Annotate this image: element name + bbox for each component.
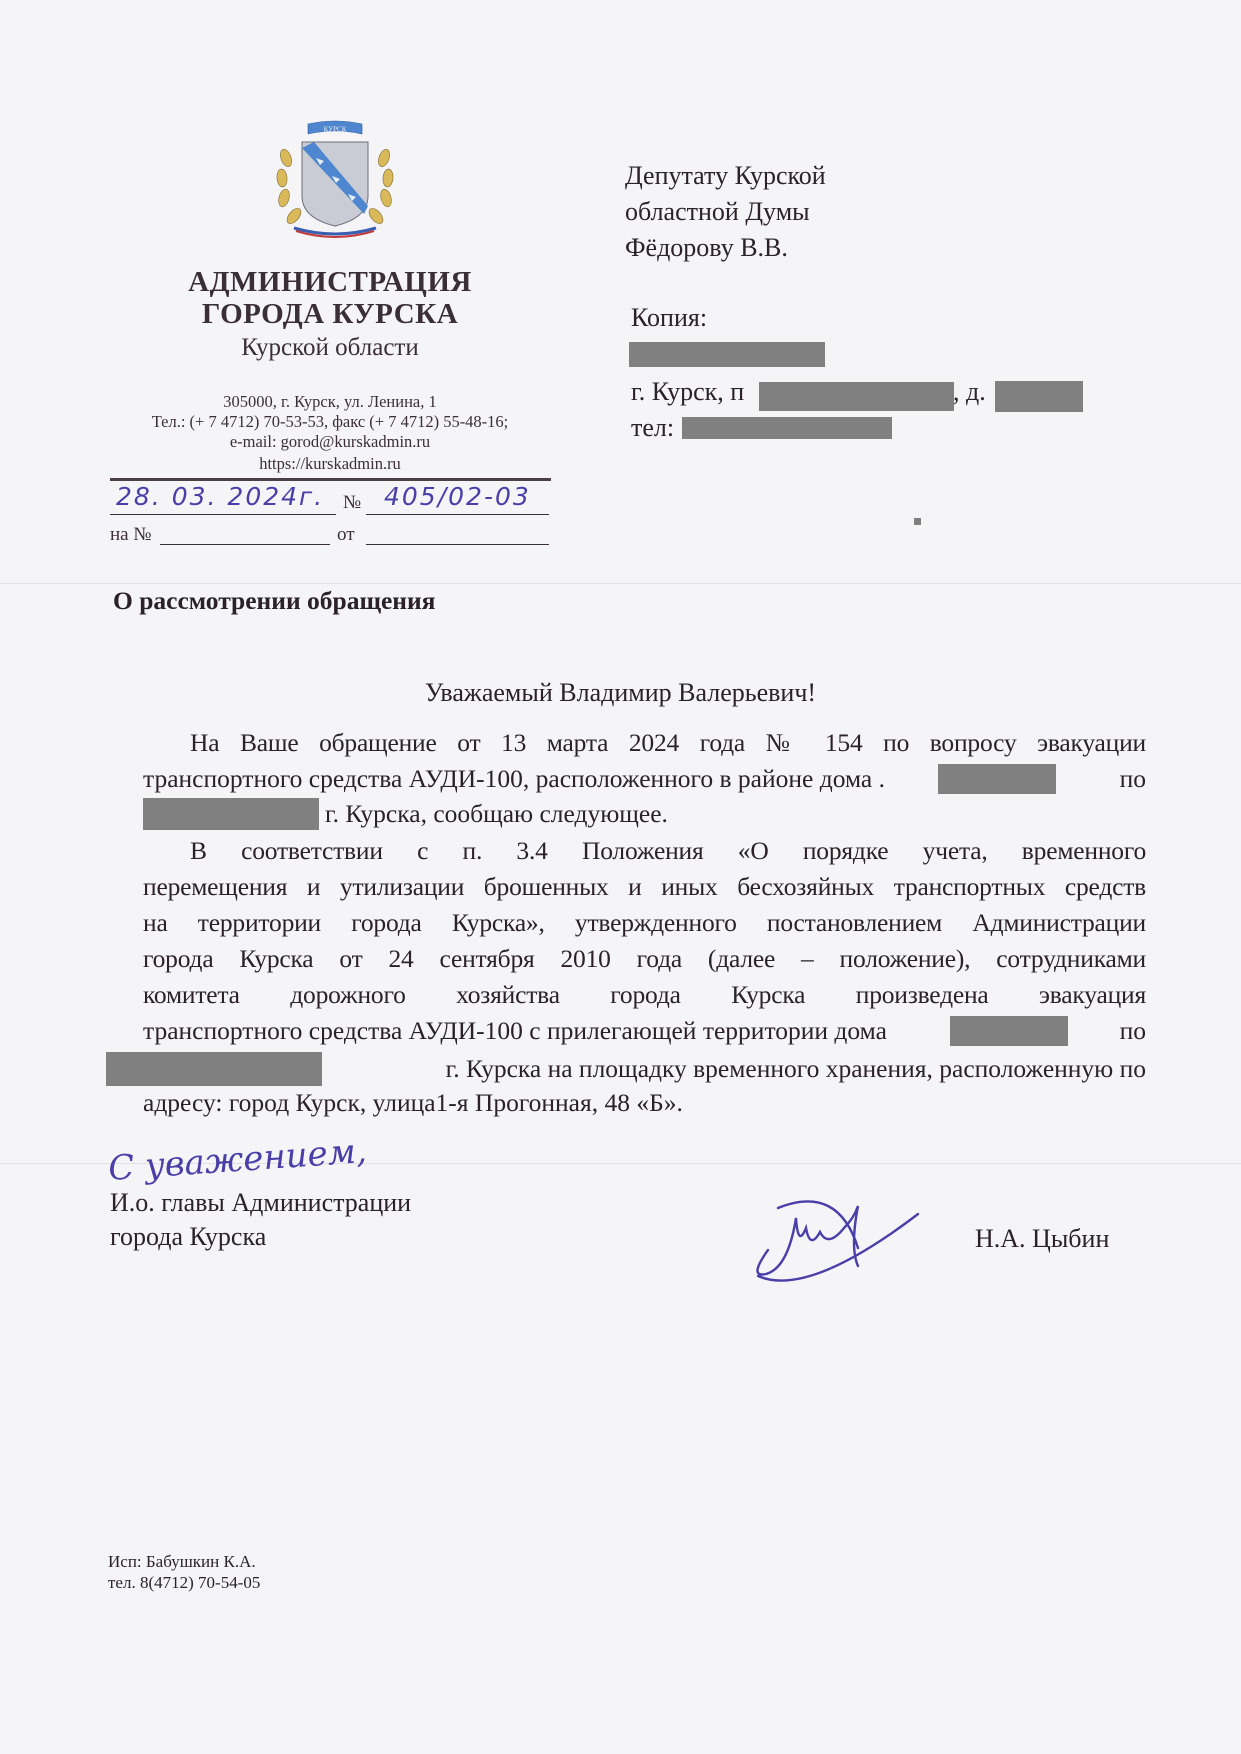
org-region: Курской области bbox=[241, 334, 419, 361]
signature-icon bbox=[748, 1188, 928, 1288]
ref-number-line bbox=[160, 544, 330, 545]
outgoing-date: 28. 03. 2024г. bbox=[116, 482, 325, 511]
letterhead-divider bbox=[110, 478, 551, 481]
body-line: На Ваше обращение от 13 марта 2024 года № 154 по вопросу эвакуации bbox=[190, 728, 1146, 757]
executor-phone: тел. 8(4712) 70-54-05 bbox=[108, 1573, 261, 1592]
handwritten-closing: С уважением, bbox=[106, 1131, 368, 1189]
body-line: на территории города Курска», утвержденного постановлением Администрации bbox=[143, 908, 1146, 937]
body-text: г. Курска на площадку временного хранения, расположенную по bbox=[445, 1054, 1146, 1083]
body-text: г. Курска, сообщаю следующее. bbox=[325, 799, 668, 828]
body-line bbox=[143, 1016, 1146, 1046]
outgoing-number: 405/02-03 bbox=[384, 482, 531, 511]
copy-address-house-label: , д. bbox=[953, 377, 986, 406]
redacted-house-number bbox=[938, 764, 1056, 794]
redacted-copy-street bbox=[759, 382, 954, 411]
org-address: 305000, г. Курск, ул. Ленина, 1 bbox=[223, 392, 437, 411]
body-text: по bbox=[1119, 1016, 1146, 1045]
body-text: транспортного средства АУДИ-100 с прилегающей территории дома bbox=[143, 1016, 887, 1045]
redacted-copy-recipient bbox=[629, 342, 825, 367]
body-line: перемещения и утилизации брошенных и иных бесхозяйных транспортных средств bbox=[143, 872, 1146, 901]
body-line bbox=[106, 1052, 1146, 1086]
number-underline bbox=[366, 514, 549, 515]
org-website: https://kurskadmin.ru bbox=[259, 454, 401, 473]
addressee-line2: областной Думы bbox=[625, 197, 810, 226]
redacted-copy-house bbox=[995, 381, 1083, 412]
copy-address-city: г. Курск, п bbox=[631, 377, 745, 406]
body-text: транспортного средства АУДИ-100, расположенного в районе дома . bbox=[143, 764, 885, 793]
paper-fold-line bbox=[0, 583, 1241, 584]
executor-name: Исп: Бабушкин К.А. bbox=[108, 1552, 256, 1571]
addressee-name: Фёдорову В.В. bbox=[625, 233, 788, 262]
body-line bbox=[143, 798, 668, 830]
org-phones: Тел.: (+ 7 4712) 70-53-53, факс (+ 7 4712) 55-48-16; bbox=[151, 412, 509, 431]
body-line: адресу: город Курск, улица1-я Прогонная, 48 «Б». bbox=[143, 1088, 683, 1117]
number-label: № bbox=[343, 492, 362, 513]
org-email: e-mail: gorod@kurskadmin.ru bbox=[229, 432, 431, 451]
letter-subject: О рассмотрении обращения bbox=[113, 586, 436, 615]
redacted-copy-phone bbox=[682, 417, 892, 439]
ref-number-label: на № bbox=[110, 524, 152, 545]
greeting: Уважаемый Владимир Валерьевич! bbox=[424, 678, 817, 707]
body-line: города Курска от 24 сентября 2010 года (далее – положение), сотрудниками bbox=[143, 944, 1146, 973]
body-text: по bbox=[1119, 764, 1146, 793]
signer-position-line1: И.о. главы Администрации bbox=[110, 1188, 412, 1217]
redacted-street-name bbox=[106, 1052, 322, 1086]
redacted-street-name bbox=[143, 798, 319, 830]
copy-label: Копия: bbox=[631, 303, 708, 332]
redacted-house-number bbox=[950, 1016, 1068, 1046]
org-name-line2: ГОРОДА КУРСКА bbox=[201, 298, 459, 330]
org-name-line1: АДМИНИСТРАЦИЯ bbox=[188, 266, 472, 298]
ref-date-line bbox=[366, 544, 549, 545]
signer-position-line2: города Курска bbox=[110, 1222, 267, 1251]
kursk-coat-of-arms-icon bbox=[272, 118, 398, 240]
scan-speck bbox=[914, 518, 921, 525]
ref-date-label: от bbox=[337, 524, 355, 545]
body-line: комитета дорожного хозяйства города Курска произведена эвакуация bbox=[143, 980, 1146, 1009]
svg-text:КУРСК: КУРСК bbox=[323, 125, 347, 134]
date-underline bbox=[110, 514, 336, 515]
copy-phone-label: тел: bbox=[631, 413, 675, 442]
addressee-line1: Депутату Курской bbox=[625, 161, 826, 190]
body-line: В соответствии с п. 3.4 Положения «О порядке учета, временного bbox=[190, 836, 1146, 865]
signer-name: Н.А. Цыбин bbox=[975, 1224, 1110, 1253]
body-line bbox=[143, 764, 1146, 794]
